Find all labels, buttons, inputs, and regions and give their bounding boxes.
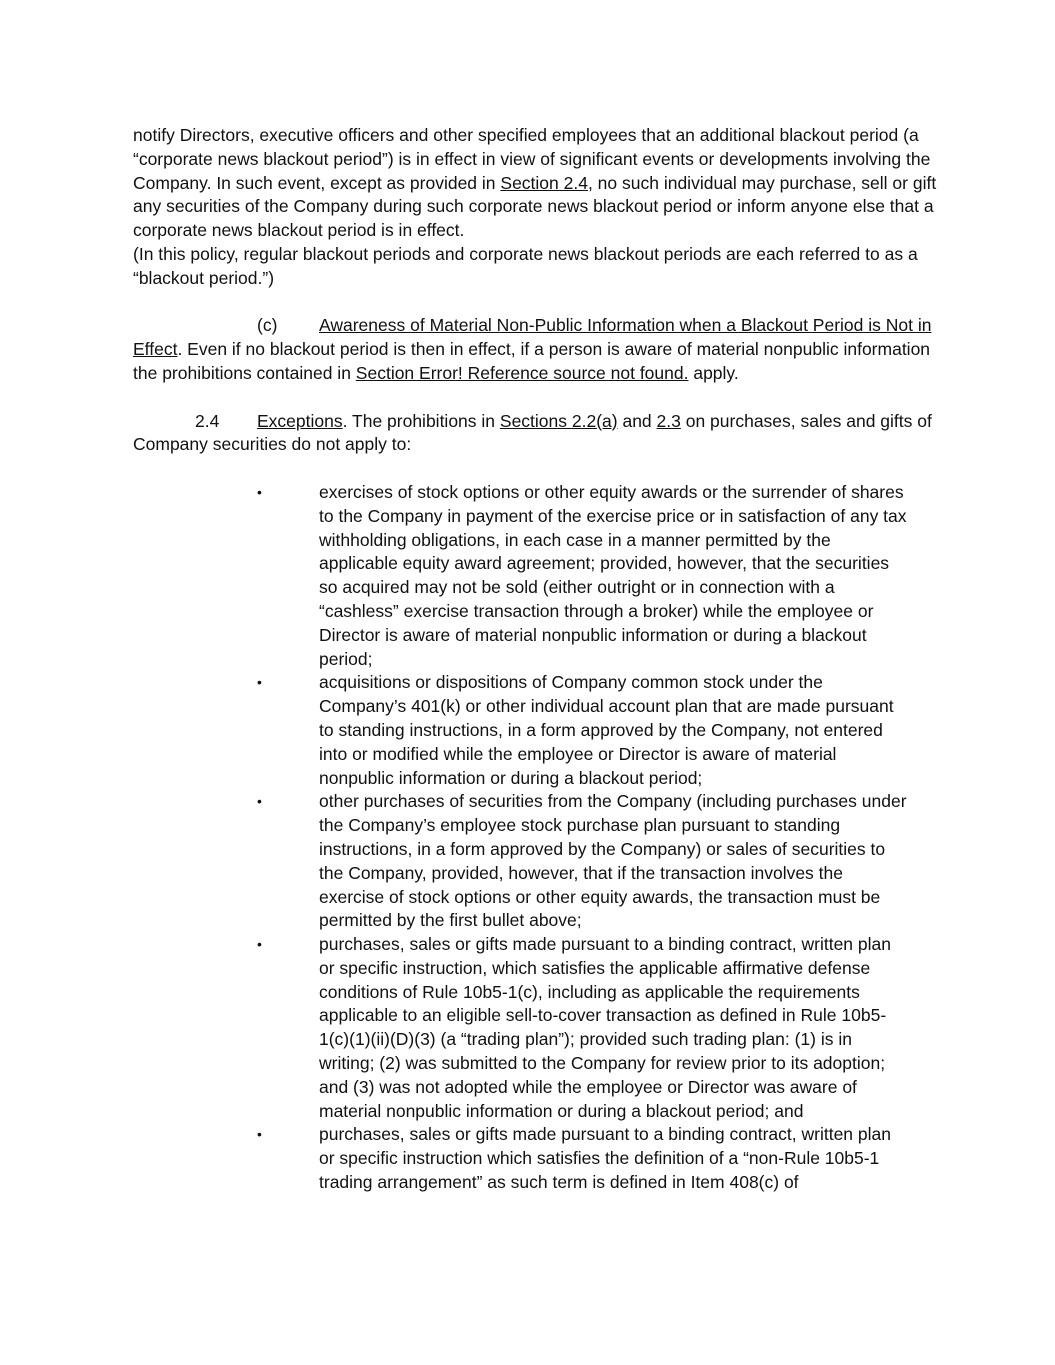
- section-2-4-text-2: and: [617, 410, 657, 431]
- blackout-notice-text: notify Directors, executive officers and other specified employees that an additional blackout period (a “corporate news blackout period”) is in effect in view of significant events or developments involving the Company. In such event, except as provided in: [133, 125, 931, 193]
- list-item-text: exercises of stock options or other equity awards or the surrender of shares to the Company in payment of the exercise price or in satisfaction of any tax withholding obligations, in each case in a manner permitted by the applicable equity award agreement; provided, however, that the securities so acquired may not be sold (either outright or in connection with a “cashless” exercise transaction through a broker) while the employee or Director is aware of material nonpublic information or during a blackout period;: [319, 481, 907, 669]
- bullet-icon: •: [257, 793, 262, 810]
- bullet-icon: •: [257, 936, 262, 953]
- paragraph-gap: [133, 386, 938, 410]
- section-c-paragraph: [133, 314, 938, 385]
- section-2-3-reference[interactable]: 2.3: [656, 410, 681, 431]
- section-2-4-text-3: on purchases, sales and gifts of Company securities do not apply to:: [133, 410, 932, 455]
- bullet-icon: •: [257, 483, 262, 500]
- list-item-text: purchases, sales or gifts made pursuant to a binding contract, written plan or specific instruction which satisfies the definition of a “non-Rule 10b5-1 trading arrangement” as such term is defined in Item 408(c) of: [319, 1124, 891, 1193]
- exceptions-list: [133, 481, 938, 1195]
- bullet-icon: •: [257, 674, 262, 691]
- section-c-heading: Awareness of Material Non-Public Information when a Blackout Period is Not in Effect: [133, 315, 932, 360]
- section-2-4-heading: Exceptions: [257, 410, 343, 431]
- section-2-4-paragraph: [133, 410, 938, 458]
- paragraph-gap: [133, 291, 938, 315]
- section-2-4-text-1: . The prohibitions in: [342, 410, 500, 431]
- blackout-definition-paragraph: (In this policy, regular blackout periods and corporate news blackout periods are each referred to as a “blackout period.”): [133, 243, 918, 288]
- blackout-notice-paragraph: [133, 124, 938, 243]
- blackout-notice-text-after: , no such individual may purchase, sell or gift any securities of the Company during such corporate news blackout period or inform anyone else that a corporate news blackout period is in effect.: [133, 172, 937, 241]
- list-item: [133, 790, 909, 933]
- section-2-4-reference[interactable]: Section 2.4: [500, 172, 588, 193]
- broken-section-reference[interactable]: Section Error! Reference source not found.: [355, 362, 689, 383]
- section-c-label: (c): [257, 315, 278, 336]
- paragraph-gap: [133, 457, 938, 481]
- list-item-text: other purchases of securities from the Company (including purchases under the Company’s employee stock purchase plan pursuant to standing instructions, in a form approved by the Company) or sales of securities to the Company, provided, however, that if the transaction involves the exercise of stock options or other equity awards, the transaction must be permitted by the first bullet above;: [319, 791, 907, 931]
- list-item: [133, 933, 909, 1123]
- list-item: [133, 1123, 909, 1194]
- section-c-text: . Even if no blackout period is then in effect, if a person is aware of material nonpublic information the prohibitions contained in: [133, 339, 931, 383]
- bullet-icon: •: [257, 1126, 262, 1143]
- document-page: [133, 124, 938, 1195]
- section-c-text-after: apply.: [688, 362, 739, 383]
- list-item-text: acquisitions or dispositions of Company common stock under the Company’s 401(k) or other individual account plan that are made pursuant to standing instructions, in a form approved by the Company, not entered into or modified while the employee or Director is aware of material nonpublic information or during a blackout period;: [319, 672, 894, 788]
- section-2-4-number: 2.4: [195, 410, 220, 431]
- sections-2-2a-reference[interactable]: Sections 2.2(a): [499, 410, 618, 431]
- list-item: [133, 481, 909, 671]
- list-item-text: purchases, sales or gifts made pursuant to a binding contract, written plan or specific instruction, which satisfies the applicable affirmative defense conditions of Rule 10b5-1(c), including as applicable the requirements applicable to an eligible sell-to-cover transaction as defined in Rule 10b5-1(c)(1)(ii)(D)(3) (a “trading plan”); provided such trading plan: (1) is in writing; (2) was submitted to the Company for review prior to its adoption; and (3) was not adopted while the employee or Director was aware of material nonpublic information or during a blackout period; and: [319, 934, 891, 1121]
- list-item: [133, 671, 909, 790]
